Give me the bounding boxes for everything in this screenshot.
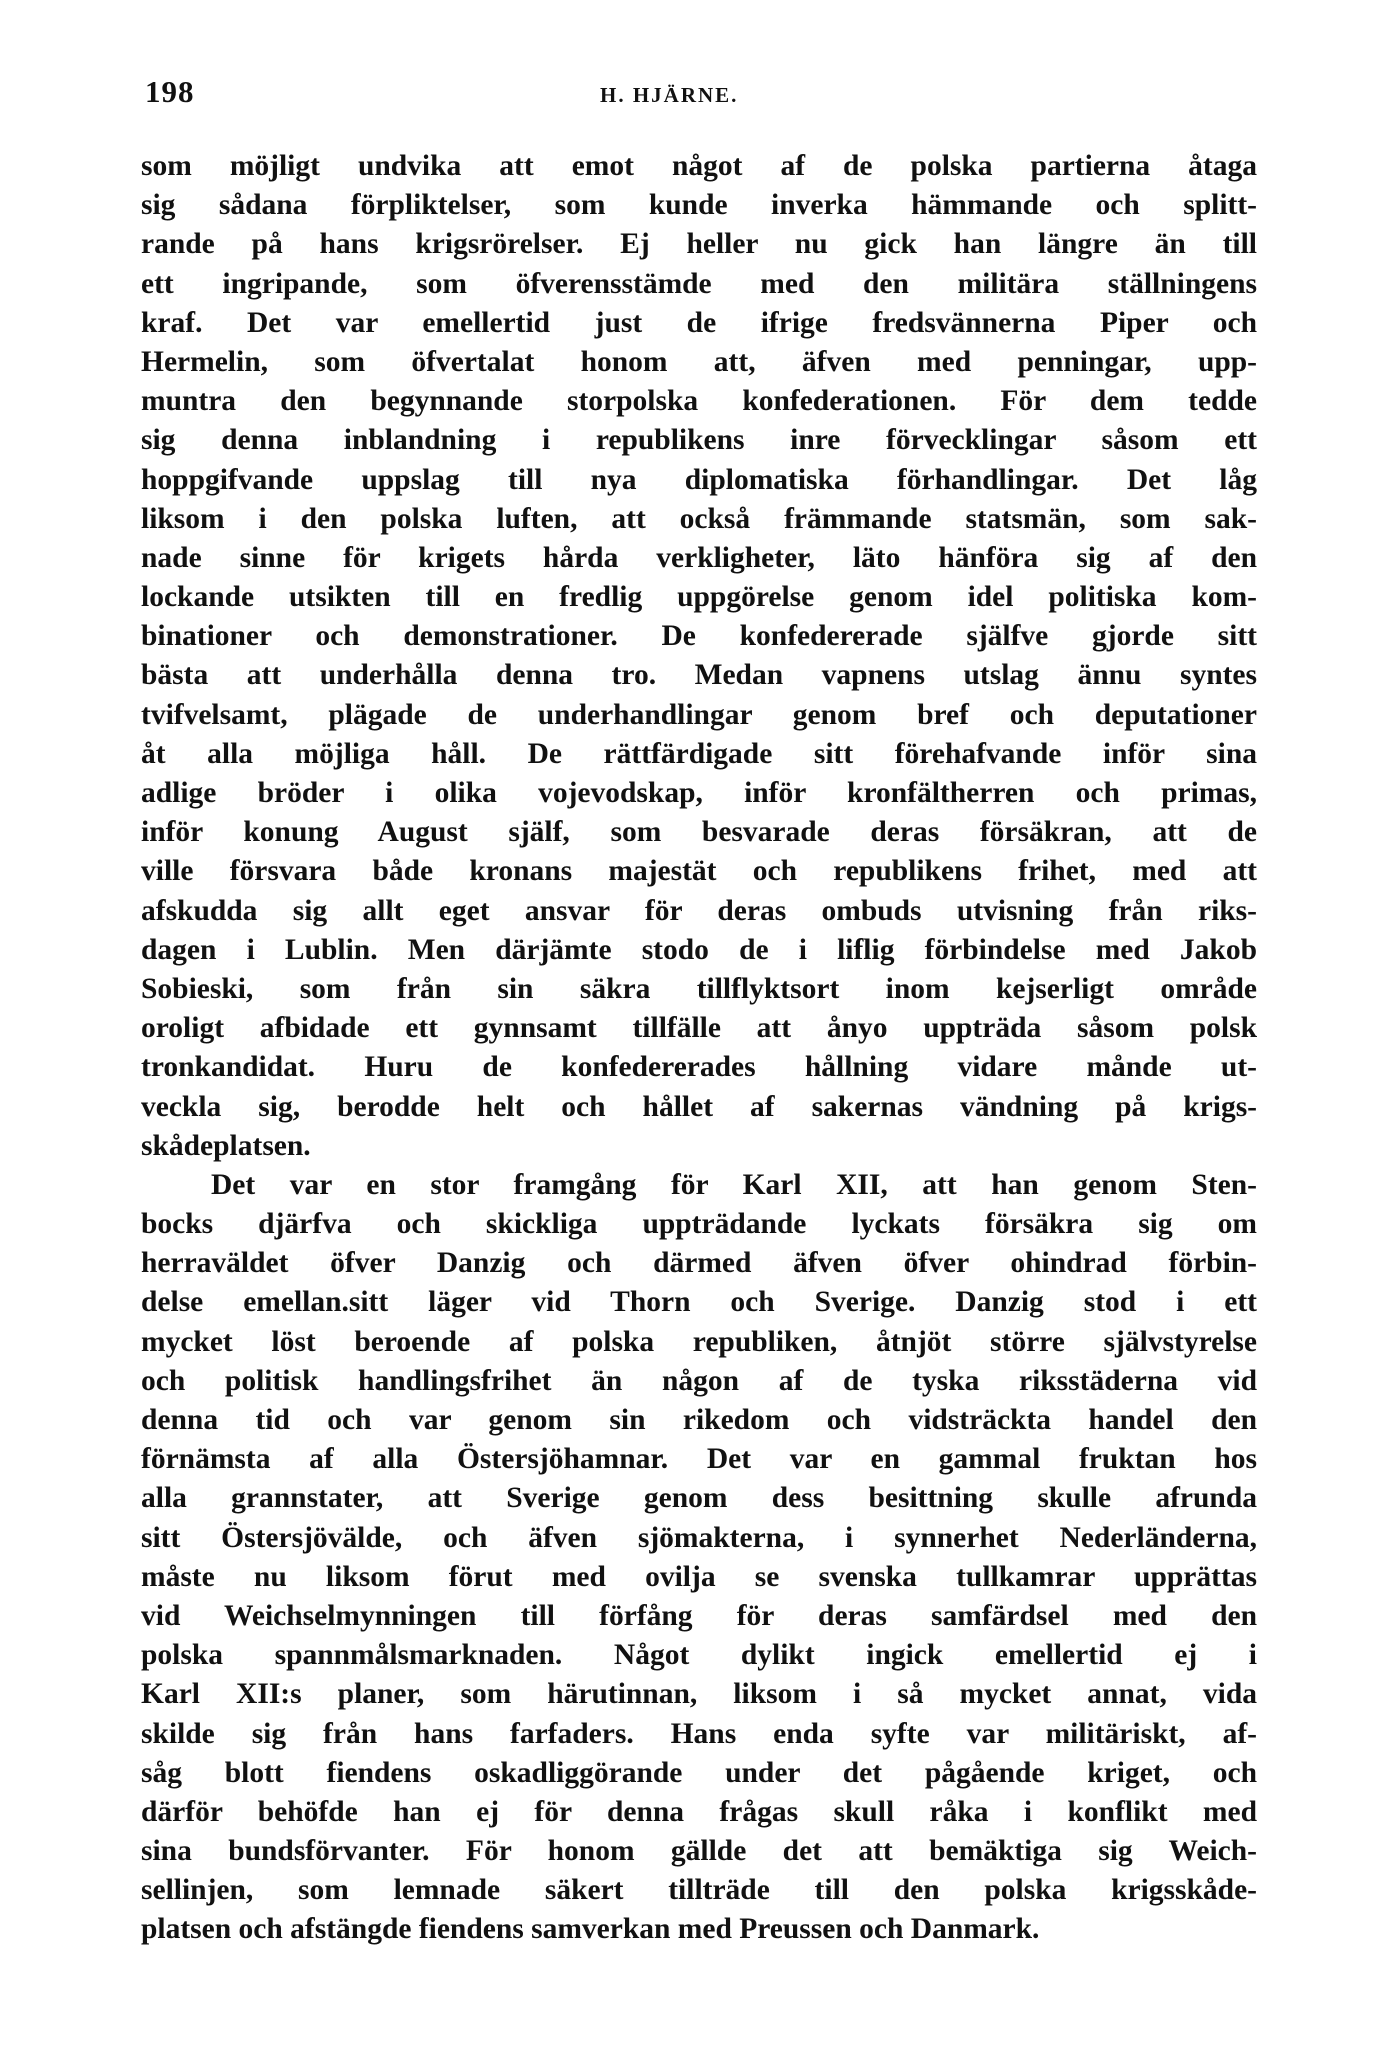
text-line: platsen och afstängde fiendens samverkan med Preussen och Danmark.: [141, 1913, 1040, 1946]
text-line: lockande utsikten till en fredlig uppgörelse genom idel politiska kom-: [141, 581, 1257, 614]
text-line: sina bundsförvanter. För honom gällde det att bemäktiga sig Weich-: [141, 1835, 1257, 1868]
page-number: 198: [145, 74, 195, 109]
text-line: sellinjen, som lemnade säkert tillträde till den polska krigsskåde-: [141, 1874, 1257, 1907]
text-line: skilde sig från hans farfaders. Hans enda syfte var militäriskt, af-: [141, 1717, 1257, 1750]
body-text: [141, 147, 1257, 1950]
text-line: Hermelin, som öfvertalat honom att, äfven med penningar, upp-: [141, 345, 1257, 378]
text-line: bocks djärfva och skickliga uppträdande lyckats försäkra sig om: [141, 1208, 1257, 1241]
text-line: mycket löst beroende af polska republiken, åtnjöt större självstyrelse: [141, 1325, 1257, 1358]
text-line: skådeplatsen.: [141, 1129, 311, 1162]
text-line: alla grannstater, att Sverige genom dess besittning skulle afrunda: [141, 1482, 1257, 1515]
running-head: H. HJÄRNE.: [600, 83, 739, 107]
text-line: nade sinne för krigets hårda verkligheter, läto hänföra sig af den: [141, 541, 1257, 574]
text-line: afskudda sig allt eget ansvar för deras ombuds utvisning från riks-: [141, 894, 1257, 927]
text-line: bästa att underhålla denna tro. Medan vapnens utslag ännu syntes: [141, 659, 1257, 692]
text-line: Sobieski, som från sin säkra tillflyktsort inom kejserligt område: [141, 972, 1257, 1005]
text-line: denna tid och var genom sin rikedom och vidsträckta handel den: [141, 1404, 1257, 1436]
text-line: polska spannmålsmarknaden. Något dylikt ingick emellertid ej i: [141, 1639, 1257, 1672]
text-line: och politisk handlingsfrihet än någon af de tyska riksstäderna vid: [141, 1364, 1257, 1397]
text-line: tronkandidat. Huru de konfedererades hållning vidare månde ut-: [141, 1051, 1257, 1084]
text-line: Det var en stor framgång för Karl XII, att han genom Sten-: [211, 1168, 1257, 1201]
text-line: liksom i den polska luften, att också främmande statsmän, som sak-: [141, 502, 1257, 535]
text-line: sig denna inblandning i republikens inre förvecklingar såsom ett: [141, 424, 1257, 457]
text-line: inför konung August själf, som besvarade deras försäkran, att de: [141, 816, 1257, 849]
text-line: veckla sig, berodde helt och hållet af sakernas vändning på krigs-: [141, 1090, 1257, 1123]
text-line: ett ingripande, som öfverensstämde med den militära ställningens: [141, 267, 1257, 300]
text-line: därför behöfde han ej för denna frågas skull råka i konflikt med: [141, 1795, 1257, 1828]
text-line: kraf. Det var emellertid just de ifrige fredsvännerna Piper och: [141, 306, 1257, 339]
text-line: tvifvelsamt, plägade de underhandlingar genom bref och deputationer: [141, 698, 1257, 731]
text-line: herraväldet öfver Danzig och därmed äfven öfver ohindrad förbin-: [141, 1247, 1257, 1280]
text-line: binationer och demonstrationer. De konfedererade själfve gjorde sitt: [141, 620, 1257, 653]
text-line: Karl XII:s planer, som härutinnan, liksom i så mycket annat, vida: [141, 1678, 1257, 1711]
page-header: [145, 74, 1265, 114]
text-line: vid Weichselmynningen till förfång för deras samfärdsel med den: [141, 1599, 1257, 1632]
text-line: muntra den begynnande storpolska konfederationen. För dem tedde: [141, 385, 1257, 418]
text-line: måste nu liksom förut med ovilja se svenska tullkamrar upprättas: [141, 1560, 1257, 1593]
text-line: som möjligt undvika att emot något af de polska partierna åtaga: [141, 150, 1257, 182]
text-line: åt alla möjliga håll. De rättfärdigade sitt förehafvande inför sina: [141, 737, 1257, 770]
text-line: såg blott fiendens oskadliggörande under det pågående kriget, och: [141, 1756, 1257, 1789]
text-line: adlige bröder i olika vojevodskap, inför kronfältherren och primas,: [141, 777, 1257, 809]
text-line: oroligt afbidade ett gynnsamt tillfälle att ånyo uppträda såsom polsk: [141, 1012, 1257, 1045]
text-line: sitt Östersjövälde, och äfven sjömakterna, i synnerhet Nederländerna,: [141, 1521, 1257, 1554]
text-line: dagen i Lublin. Men därjämte stodo de i liflig förbindelse med Jakob: [141, 933, 1257, 966]
text-line: delse emellan.sitt läger vid Thorn och Sverige. Danzig stod i ett: [141, 1286, 1257, 1319]
text-line: rande på hans krigsrörelser. Ej heller nu gick han längre än till: [141, 228, 1257, 261]
text-line: ville försvara både kronans majestät och republikens frihet, med att: [141, 855, 1257, 888]
text-line: förnämsta af alla Östersjöhamnar. Det var en gammal fruktan hos: [141, 1443, 1257, 1476]
text-line: hoppgifvande uppslag till nya diplomatiska förhandlingar. Det låg: [141, 463, 1257, 496]
text-line: sig sådana förpliktelser, som kunde inverka hämmande och splitt-: [141, 189, 1257, 222]
